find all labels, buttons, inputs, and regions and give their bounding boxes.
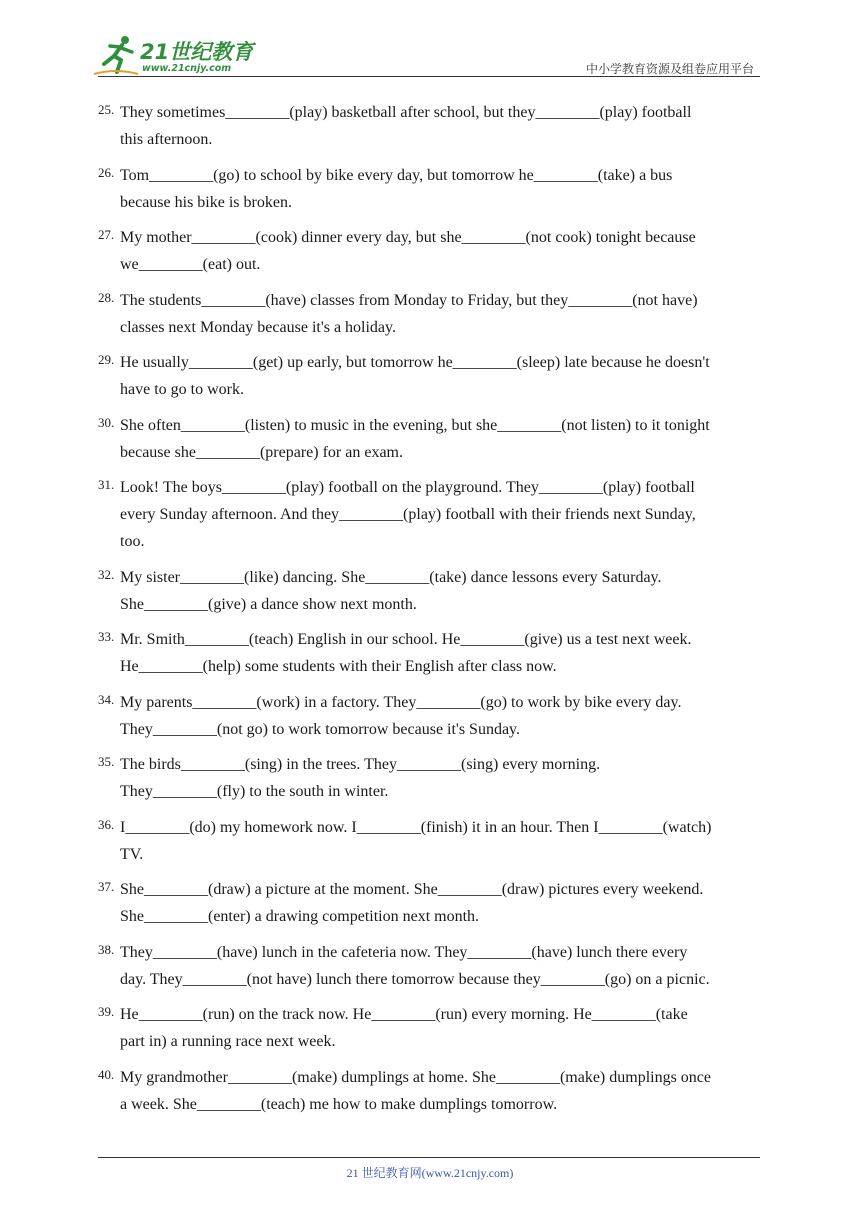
question-item: [98, 876, 770, 930]
question-text: I________(do) my homework now. I________(finish) it in an hour. Then I________(watch) TV.: [120, 818, 712, 863]
footer-link[interactable]: 21 世纪教育网(www.21cnjy.com): [346, 1166, 514, 1180]
question-item: [98, 224, 770, 278]
question-item: [98, 814, 770, 868]
question-item: [98, 99, 770, 153]
question-item: [98, 287, 770, 341]
question-text: She________(draw) a picture at the moment. She________(draw) pictures every weekend. She________(enter) a drawing competition next month.: [120, 881, 704, 925]
question-number: 32.: [98, 566, 115, 582]
question-item: [98, 751, 770, 805]
logo-url: www.21cnjy.com: [142, 63, 232, 74]
page-header: [0, 0, 860, 80]
question-number: 26.: [98, 164, 115, 180]
question-text: My parents________(work) in a factory. They________(go) to work by bike every day. They________(not go) to work tomorrow because it's Sunday.: [120, 693, 682, 738]
question-number: 34.: [98, 691, 115, 707]
question-text: Mr. Smith________(teach) English in our school. He________(give) us a test next week. He________(help) some students with their English after class now.: [120, 631, 692, 675]
question-text: Tom________(go) to school by bike every day, but tomorrow he________(take) a bus because his bike is broken.: [120, 166, 673, 211]
question-number: 33.: [98, 629, 115, 644]
question-number: 35.: [98, 754, 115, 769]
footer-divider: [98, 1157, 760, 1158]
question-text: He________(run) on the track now. He________(run) every morning. He________(take part in) a running race next week.: [120, 1006, 688, 1050]
question-text: My sister________(like) dancing. She________(take) dance lessons every Saturday. She________(give) a dance show next month.: [120, 568, 662, 613]
runner-icon: [92, 34, 140, 78]
question-item: [98, 939, 770, 993]
question-number: 30.: [98, 414, 115, 430]
question-text: He usually________(get) up early, but tomorrow he________(sleep) late because he doesn't have to go to work.: [120, 354, 710, 398]
question-text: She often________(listen) to music in the evening, but she________(not listen) to it tonight because she________(prepare) for an exam.: [120, 416, 710, 461]
question-text: My mother________(cook) dinner every day, but she________(not cook) tonight because we________(eat) out.: [120, 229, 696, 273]
question-item: [98, 1001, 770, 1055]
question-text: Look! The boys________(play) football on the playground. They________(play) football every Sunday afternoon. And they________(play) football with their friends next Sunday, too.: [120, 479, 696, 550]
question-list: [98, 99, 770, 1126]
question-item: [98, 474, 770, 555]
question-item: [98, 412, 770, 466]
site-logo[interactable]: [92, 34, 262, 78]
question-item: [98, 689, 770, 743]
question-text: The students________(have) classes from Monday to Friday, but they________(not have) classes next Monday because it's a holiday.: [120, 291, 698, 336]
platform-title: 中小学教育资源及组卷应用平台: [585, 62, 754, 76]
question-text: They sometimes________(play) basketball after school, but they________(play) football this afternoon.: [120, 104, 692, 148]
question-number: 25.: [98, 102, 115, 117]
question-number: 39.: [98, 1004, 115, 1019]
question-text: They________(have) lunch in the cafeteria now. They________(have) lunch there every day. They________(not have) lunch there tomorrow because they________(go) on a picnic.: [120, 943, 710, 988]
question-text: The birds________(sing) in the trees. They________(sing) every morning. They________(fly) to the south in winter.: [120, 756, 601, 800]
question-number: 36.: [98, 816, 115, 832]
header-divider: [98, 76, 760, 77]
question-number: 37.: [98, 879, 115, 894]
question-item: [98, 564, 770, 618]
question-text: My grandmother________(make) dumplings at home. She________(make) dumplings once a week. She________(teach) me how to make dumplings tomorrow.: [120, 1068, 712, 1113]
question-number: 29.: [98, 352, 115, 367]
question-number: 38.: [98, 941, 115, 957]
question-number: 28.: [98, 289, 115, 305]
question-number: 31.: [98, 477, 115, 492]
question-item: [98, 349, 770, 403]
question-item: [98, 626, 770, 680]
logo-title: 21世纪教育: [140, 40, 254, 64]
question-number: 40.: [98, 1066, 115, 1082]
question-item: [98, 1064, 770, 1118]
question-item: [98, 162, 770, 216]
question-number: 27.: [98, 227, 115, 242]
